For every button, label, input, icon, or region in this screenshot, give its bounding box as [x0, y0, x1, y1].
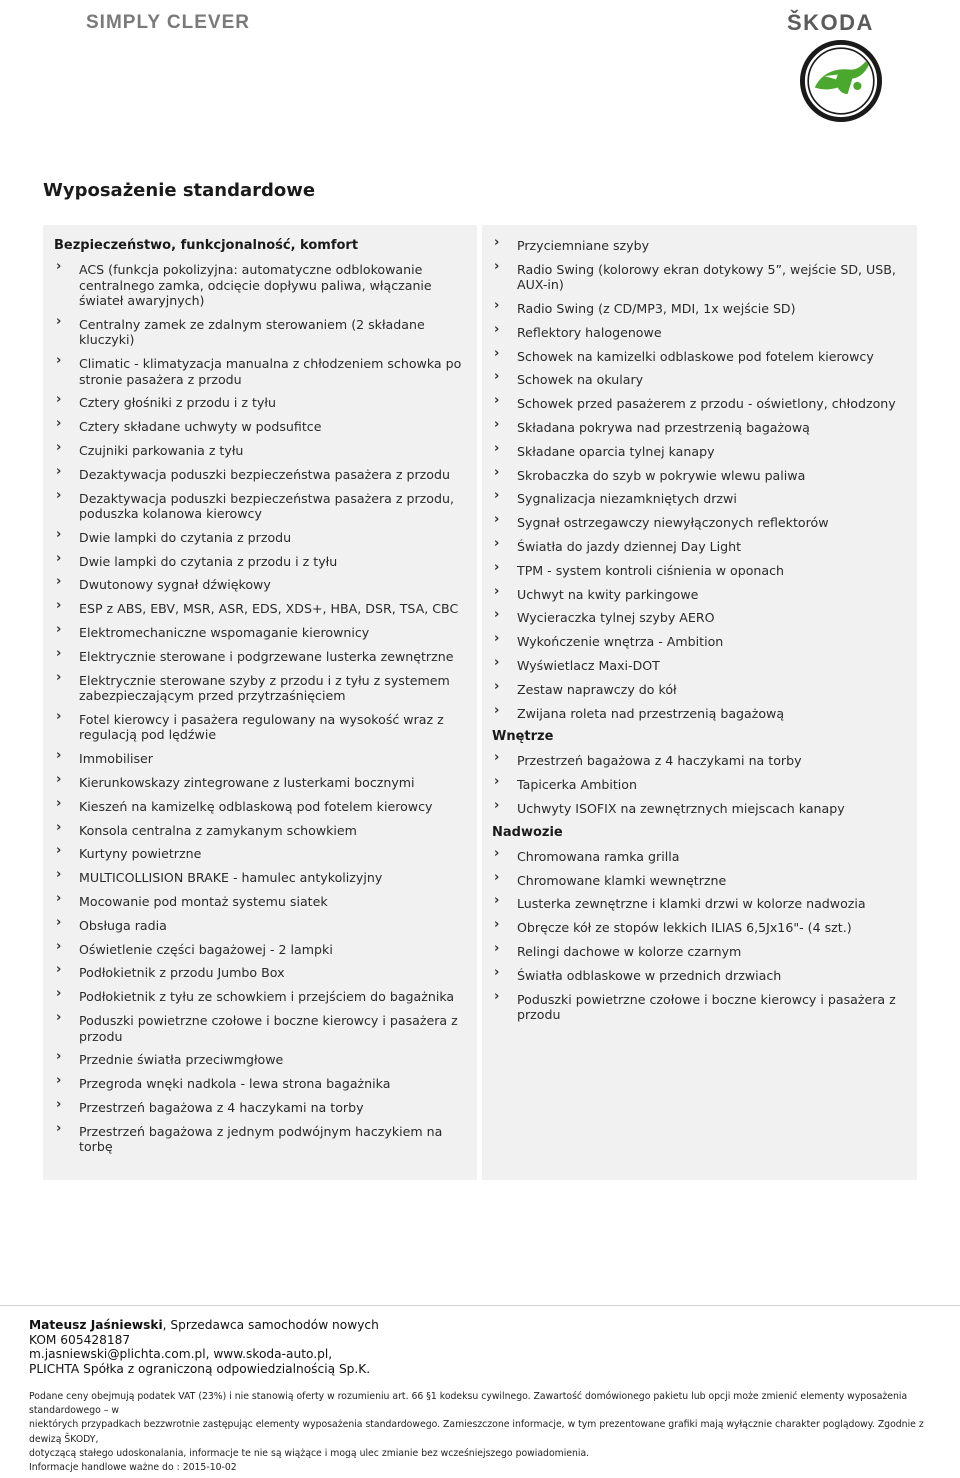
list-item-label: Schowek na kamizelki odblaskowe pod fotelem kierowcy — [517, 348, 874, 364]
list-item — [492, 798, 907, 817]
chevron-right-icon: › — [56, 550, 62, 566]
list-item — [54, 986, 464, 1005]
chevron-right-icon: › — [56, 962, 62, 978]
chevron-right-icon: › — [494, 345, 500, 361]
chevron-right-icon: › — [494, 869, 500, 885]
list-item — [54, 1010, 464, 1044]
chevron-right-icon: › — [56, 748, 62, 764]
chevron-right-icon: › — [494, 964, 500, 980]
chevron-right-icon: › — [494, 774, 500, 790]
list-item — [492, 235, 907, 254]
chevron-right-icon: › — [56, 353, 62, 369]
list-item — [54, 891, 464, 910]
list-item — [54, 1120, 464, 1155]
chevron-right-icon: › — [494, 321, 500, 337]
list-item — [54, 392, 464, 411]
contact-name: Mateusz Jaśniewski — [29, 1318, 163, 1332]
list-item-label: Przednie światła przeciwmgłowe — [79, 1052, 284, 1068]
list-item-label: Climatic - klimatyzacja manualna z chłodzeniem schowka po stronie pasażera z przodu — [79, 356, 462, 387]
chevron-right-icon: › — [494, 941, 500, 957]
contact-company: PLICHTA Spółka z ograniczoną odpowiedzialnością Sp.K. — [29, 1362, 371, 1377]
chevron-right-icon: › — [56, 795, 62, 811]
list-item-label: Sygnalizacja niezamkniętych drzwi — [517, 491, 737, 507]
list-item — [54, 353, 464, 387]
right-column — [492, 235, 907, 1031]
list-item — [492, 345, 907, 365]
list-item-label: Obręcze kół ze stopów lekkich ILIAS 6,5Jx16"- (4 szt.) — [517, 920, 852, 936]
list-item — [54, 1073, 464, 1092]
list-item-label: Wyświetlacz Maxi-DOT — [517, 658, 660, 674]
list-item — [492, 655, 907, 674]
list-item-label: Schowek na okulary — [517, 372, 644, 388]
list-item — [492, 464, 907, 484]
chevron-right-icon: › — [494, 607, 500, 623]
list-item — [492, 893, 907, 912]
list-item — [54, 795, 464, 815]
list-item-label: Uchwyt na kwity parkingowe — [517, 586, 699, 602]
list-item-label: Zestaw naprawczy do kół — [517, 681, 677, 697]
list-item-label: Relingi dachowe w kolorze czarnym — [517, 944, 742, 960]
list-item — [492, 369, 907, 388]
list-item — [492, 774, 907, 793]
list-item — [54, 463, 464, 483]
list-item — [54, 1096, 464, 1116]
interior-list — [492, 750, 907, 817]
page-title: Wyposażenie standardowe — [43, 180, 316, 201]
contact-block — [29, 1318, 379, 1377]
chevron-right-icon: › — [494, 845, 500, 861]
list-item-label: Radio Swing (z CD/MP3, MDI, 1x wejście SD) — [517, 301, 796, 317]
chevron-right-icon: › — [56, 622, 62, 638]
list-item — [54, 748, 464, 767]
list-item — [54, 669, 464, 704]
list-item-label: Dwie lampki do czytania z przodu — [79, 529, 292, 545]
list-item — [54, 772, 464, 791]
list-item-label: Reflektory halogenowe — [517, 324, 662, 340]
list-item — [54, 938, 464, 958]
chevron-right-icon: › — [494, 512, 500, 528]
skoda-logo-icon — [800, 40, 882, 122]
chevron-right-icon: › — [56, 914, 62, 930]
list-item — [54, 645, 464, 665]
list-item — [54, 416, 464, 435]
list-item-label: Dwutonowy sygnał dźwiękowy — [79, 577, 271, 593]
chevron-right-icon: › — [56, 669, 62, 685]
list-item — [492, 869, 907, 889]
list-item — [492, 559, 907, 579]
list-item-label: Przestrzeń bagażowa z 4 haczykami na torby — [517, 753, 802, 769]
list-item-label: Centralny zamek ze zdalnym sterowaniem (2 składane kluczyki) — [79, 316, 425, 348]
chevron-right-icon: › — [56, 416, 62, 432]
list-item — [492, 440, 907, 460]
list-item — [492, 964, 907, 984]
list-item-label: Podłokietnik z przodu Jumbo Box — [79, 965, 285, 981]
chevron-right-icon: › — [494, 298, 500, 314]
list-item — [492, 258, 907, 293]
list-item-label: Dezaktywacja poduszki bezpieczeństwa pasażera z przodu, poduszka kolanowa kierowcy — [79, 490, 454, 522]
list-item-label: Poduszki powietrzne czołowe i boczne kierowcy i pasażera z przodu — [517, 991, 896, 1023]
list-item-label: Schowek przed pasażerem z przodu - oświetlony, chłodzony — [517, 396, 896, 412]
chevron-right-icon: › — [56, 526, 62, 542]
list-item — [54, 574, 464, 593]
chevron-right-icon: › — [56, 574, 62, 590]
contact-phone: KOM 605428187 — [29, 1332, 131, 1347]
list-item-label: Lusterka zewnętrzne i klamki drzwi w kolorze nadwozia — [517, 896, 866, 912]
list-item-label: Przyciemniane szyby — [517, 238, 650, 253]
list-item-label: Cztery składane uchwyty w podsufitce — [79, 419, 322, 435]
chevron-right-icon: › — [56, 891, 62, 907]
list-item-label: Składane oparcia tylnej kanapy — [517, 443, 715, 459]
list-item-label: Kieszeń na kamizelkę odblaskową pod fotelem kierowcy — [79, 798, 433, 814]
disclaimer-line-3: dotyczącą stałego udoskonalania, informacje te nie są wiążące i mogą ulec zmianie bez wcześniejszego powiadomienia. — [29, 1447, 590, 1459]
chevron-right-icon: › — [56, 986, 62, 1002]
list-item — [492, 512, 907, 531]
section-heading-exterior: Nadwozie — [492, 824, 563, 840]
chevron-right-icon: › — [56, 843, 62, 859]
chevron-right-icon: › — [56, 463, 62, 479]
chevron-right-icon: › — [56, 1010, 62, 1026]
list-item — [492, 321, 907, 341]
disclaimer-line-2: niektórych przypadkach bezzwrotnie zastępując elementy wyposażenia standardowego. Zamieszczone informacje, w tym prezentowane grafiki mają wyłącznie charakter poglądowy. Zgodnie z dewizą ŠKODY, — [29, 1419, 924, 1445]
chevron-right-icon: › — [56, 487, 62, 503]
list-item-label: Dezaktywacja poduszki bezpieczeństwa pasażera z przodu — [79, 466, 450, 482]
list-item — [54, 526, 464, 546]
chevron-right-icon: › — [494, 678, 500, 694]
list-item — [54, 550, 464, 570]
list-item-label: Światła odblaskowe w przednich drzwiach — [517, 967, 782, 983]
chevron-right-icon: › — [494, 488, 500, 504]
list-item-label: Immobiliser — [79, 751, 153, 767]
chevron-right-icon: › — [494, 464, 500, 480]
list-item-label: Kierunkowskazy zintegrowane z lusterkami bocznymi — [79, 775, 415, 791]
chevron-right-icon: › — [494, 988, 500, 1004]
list-item — [54, 867, 464, 886]
list-item-label: Radio Swing (kolorowy ekran dotykowy 5”, wejście SD, USB, AUX-in) — [517, 261, 896, 293]
disclaimer — [29, 1390, 929, 1475]
list-item — [54, 622, 464, 641]
chevron-right-icon: › — [494, 369, 500, 385]
list-item-label: Poduszki powietrzne czołowe i boczne kierowcy i pasażera z przodu — [79, 1013, 458, 1044]
chevron-right-icon: › — [494, 798, 500, 814]
chevron-right-icon: › — [56, 1049, 62, 1065]
disclaimer-line-4: Informacje handlowe ważne do : 2015-10-02 — [29, 1462, 237, 1474]
left-column — [54, 238, 464, 1163]
list-item-label: Mocowanie pod montaż systemu siatek — [79, 894, 328, 910]
chevron-right-icon: › — [56, 598, 62, 614]
list-item-label: Cztery głośniki z przodu i z tyłu — [79, 395, 276, 411]
list-item — [54, 819, 464, 839]
list-item-label: Wykończenie wnętrza - Ambition — [517, 634, 724, 650]
list-item-label: Uchwyty ISOFIX na zewnętrznych miejscach kanapy — [517, 801, 845, 817]
list-item-label: Dwie lampki do czytania z przodu i z tyłu — [79, 553, 338, 569]
chevron-right-icon: › — [56, 1073, 62, 1089]
list-item — [492, 678, 907, 698]
list-item-label: Skrobaczka do szyb w pokrywie wlewu paliwa — [517, 467, 806, 483]
list-item-label: ESP z ABS, EBV, MSR, ASR, EDS, XDS+, HBA, DSR, TSA, CBC — [79, 601, 459, 617]
safety-list — [54, 259, 464, 1155]
chevron-right-icon: › — [56, 439, 62, 455]
chevron-right-icon: › — [494, 235, 500, 250]
chevron-right-icon: › — [494, 440, 500, 456]
list-item-label: Tapicerka Ambition — [517, 777, 637, 793]
safety-continued-list — [492, 235, 907, 721]
chevron-right-icon: › — [56, 1096, 62, 1112]
contact-name-line — [29, 1318, 379, 1333]
section-heading-interior: Wnętrze — [492, 729, 554, 745]
chevron-right-icon: › — [494, 893, 500, 909]
list-item-label: Przestrzeń bagażowa z 4 haczykami na torby — [79, 1099, 364, 1115]
list-item-label: Czujniki parkowania z tyłu — [79, 442, 244, 458]
list-item-label: Fotel kierowcy i pasażera regulowany na wysokość wraz z regulacją pod lędźwie — [79, 711, 444, 743]
list-item — [54, 962, 464, 981]
list-item — [54, 259, 464, 309]
chevron-right-icon: › — [56, 867, 62, 883]
list-item — [54, 439, 464, 459]
list-item — [54, 1049, 464, 1068]
list-item — [492, 750, 907, 769]
list-item-label: MULTICOLLISION BRAKE - hamulec antykolizyjny — [79, 870, 383, 886]
chevron-right-icon: › — [56, 772, 62, 788]
list-item — [54, 914, 464, 934]
chevron-right-icon: › — [56, 645, 62, 661]
chevron-right-icon: › — [56, 313, 62, 329]
section-heading-safety: Bezpieczeństwo, funkcjonalność, komfort — [54, 238, 359, 253]
list-item — [54, 487, 464, 522]
chevron-right-icon: › — [494, 631, 500, 647]
list-item-label: Wycieraczka tylnej szyby AERO — [517, 610, 715, 626]
chevron-right-icon: › — [494, 583, 500, 599]
list-item-label: Konsola centralna z zamykanym schowkiem — [79, 822, 357, 838]
contact-web[interactable]: m.jasniewski@plichta.com.pl, www.skoda-auto.pl, — [29, 1347, 333, 1362]
footer-divider — [0, 1305, 960, 1306]
chevron-right-icon: › — [56, 259, 62, 274]
chevron-right-icon: › — [494, 655, 500, 671]
list-item — [492, 702, 907, 722]
list-item-label: Kurtyny powietrzne — [79, 846, 202, 862]
list-item — [54, 708, 464, 743]
chevron-right-icon: › — [56, 819, 62, 835]
list-item — [492, 298, 907, 317]
tagline: SIMPLY CLEVER — [86, 12, 250, 33]
chevron-right-icon: › — [56, 708, 62, 724]
brand-wordmark: ŠKODA — [787, 10, 874, 35]
list-item — [54, 843, 464, 862]
list-item-label: Przestrzeń bagażowa z jednym podwójnym haczykiem na torbę — [79, 1123, 443, 1155]
list-item-label: TPM - system kontroli ciśnienia w oponach — [517, 562, 785, 578]
list-item-label: Obsługa radia — [79, 917, 167, 933]
list-item-label: ACS (funkcja pokolizyjna: automatyczne odblokowanie centralnego zamka, odcięcie dopływu paliwa, włączanie świateł awaryjnych) — [79, 262, 432, 308]
chevron-right-icon: › — [494, 917, 500, 933]
list-item — [492, 488, 907, 507]
chevron-right-icon: › — [494, 393, 500, 409]
chevron-right-icon: › — [56, 1120, 62, 1136]
contact-role: , Sprzedawca samochodów nowych — [162, 1318, 379, 1332]
list-item-label: Oświetlenie części bagażowej - 2 lampki — [79, 941, 333, 957]
list-item — [492, 583, 907, 603]
list-item-label: Przegroda wnęki nadkola - lewa strona bagażnika — [79, 1076, 391, 1092]
list-item — [492, 536, 907, 555]
list-item — [492, 988, 907, 1023]
list-item-label: Zwijana roleta nad przestrzenią bagażową — [517, 705, 785, 721]
chevron-right-icon: › — [494, 536, 500, 552]
chevron-right-icon: › — [494, 559, 500, 575]
list-item-label: Składana pokrywa nad przestrzenią bagażową — [517, 420, 810, 436]
list-item-label: Elektrycznie sterowane szyby z przodu i z tyłu z systemem zabezpieczającym przed przytrzaśnięciem — [79, 672, 450, 704]
list-item-label: Sygnał ostrzegawczy niewyłączonych reflektorów — [517, 515, 829, 531]
chevron-right-icon: › — [494, 417, 500, 433]
list-item-label: Chromowana ramka grilla — [517, 848, 680, 864]
list-item — [492, 941, 907, 960]
disclaimer-line-1: Podane ceny obejmują podatek VAT (23%) i nie stanowią oferty w rozumieniu art. 66 §1 kodeksu cywilnego. Zawartość domówionego pakietu lub opcji może zmienić elementy wyposażenia standardowego – w — [29, 1391, 908, 1417]
list-item — [54, 313, 464, 348]
list-item-label: Elektrycznie sterowane i podgrzewane lusterka zewnętrzne — [79, 648, 454, 664]
chevron-right-icon: › — [494, 750, 500, 766]
list-item-label: Chromowane klamki wewnętrzne — [517, 872, 727, 888]
list-item-label: Światła do jazdy dziennej Day Light — [517, 539, 742, 555]
exterior-list — [492, 845, 907, 1023]
chevron-right-icon: › — [494, 258, 500, 274]
list-item — [492, 393, 907, 412]
header — [0, 0, 960, 130]
chevron-right-icon: › — [494, 702, 500, 718]
list-item — [492, 631, 907, 650]
list-item — [492, 607, 907, 626]
list-item-label: Elektromechaniczne wspomaganie kierownicy — [79, 625, 370, 641]
list-item — [492, 845, 907, 865]
list-item-label: Podłokietnik z tyłu ze schowkiem i przejściem do bagażnika — [79, 989, 455, 1005]
list-item — [492, 917, 907, 936]
list-item — [54, 598, 464, 617]
list-item — [492, 417, 907, 436]
chevron-right-icon: › — [56, 392, 62, 408]
chevron-right-icon: › — [56, 938, 62, 954]
